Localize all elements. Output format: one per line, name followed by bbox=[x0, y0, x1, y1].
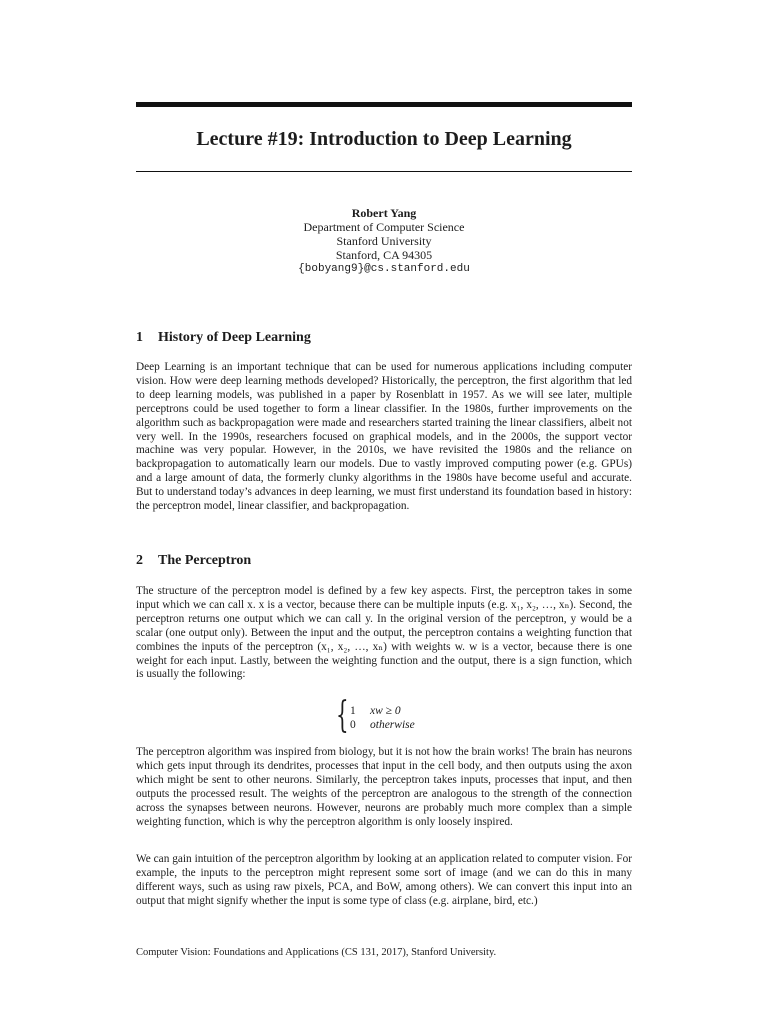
section-title: The Perceptron bbox=[158, 553, 252, 568]
equation-case-1 bbox=[350, 704, 401, 718]
section-heading-2 bbox=[136, 552, 251, 570]
equation-case-2 bbox=[350, 718, 415, 732]
page-footer: Computer Vision: Foundations and Applications (CS 131, 2017), Stanford University. bbox=[136, 947, 497, 958]
paper-title: Lecture #19: Introduction to Deep Learning bbox=[196, 128, 572, 150]
section-1-paragraph-1: Deep Learning is an important technique that can be used for numerous applications including computer vision. How were deep learning methods developed? Historically, the perceptron, the first algorithm that led to deep learning models, was published in a paper by Rosenblatt in 1957. As we will see later, multiple perceptrons could be used together to form a linear classifier. In the 1980s, further improvements on the algorithm such as backpropagation were made and researchers started training the linear classifiers, albeit not very well. In the 1990s, researchers focused on graphical models, and in the 2000s, the support vector machine was very popular. However, in the 2010s, we have revisited the 1980s and the reliance on backpropagation to automatically learn our models. Due to vastly improved computing power (e.g. GPUs) and a large amount of data, the formerly clunky algorithms in the 1980s have become useful and accurate. But to understand today’s advances in deep learning, we must first understand its foundation based in history: the perceptron model, linear classifier, and backpropagation. bbox=[136, 361, 632, 513]
sign-function-equation bbox=[336, 695, 476, 736]
section-number: 2 bbox=[136, 553, 143, 568]
section-2-paragraph-3: We can gain intuition of the perceptron algorithm by looking at an application related to computer vision. For example, the inputs to the perceptron might represent some sort of image (and we can do this in many different ways, such as using raw pixels, PCA, and BoW, among others). We can convert this input into an output that might signify whether the input is some type of class (e.g. airplane, bird, etc.) bbox=[136, 853, 632, 907]
author-name: Robert Yang bbox=[351, 206, 417, 220]
section-2-paragraph-1: The structure of the perceptron model is defined by a few key aspects. First, the perceptron takes in some input which we can call x. x is a vector, because there can be multiple inputs (e.g. x₁, x₂, …, xₙ). Second, the perceptron returns one output which we can call y. In the original version of the perceptron, y would be a scalar (one output only). Between the input and the output, the perceptron contains a weighting function that combines the inputs of the perceptron (x₁, x₂, …, xₙ) with weights w. w is a vector, because there is one weight for each input. Lastly, between the weighting function and the output, there is a sign function, which is usually the following: bbox=[136, 585, 632, 681]
section-number: 1 bbox=[136, 330, 143, 345]
section-2-paragraph-2: The perceptron algorithm was inspired from biology, but it is not how the brain works! The brain has neurons which gets input through its dendrites, processes that input in the cell body, and then outputs using the axon which might be sent to other neurons. Similarly, the perceptron takes inputs, processes that input, and then outputs the processed result. The weights of the perceptron are analogous to the strength of the connection across the synapses between neurons. However, neurons are probably much more complex than a simple weighting function, which is why the perceptron algorithm is only loosely inspired. bbox=[136, 746, 632, 828]
left-brace-icon: { bbox=[336, 695, 349, 736]
author-location: Stanford, CA 94305 bbox=[335, 248, 433, 262]
section-title: History of Deep Learning bbox=[158, 330, 311, 345]
author-university: Stanford University bbox=[336, 234, 432, 248]
section-heading-1 bbox=[136, 329, 311, 347]
case-condition: otherwise bbox=[370, 719, 415, 731]
author-department: Department of Computer Science bbox=[303, 220, 465, 234]
title-top-rule bbox=[136, 102, 632, 107]
case-value: 0 bbox=[350, 719, 356, 731]
case-value: 1 bbox=[350, 705, 356, 717]
case-condition: xw ≥ 0 bbox=[370, 705, 401, 717]
author-email: {bobyang9}@cs.stanford.edu bbox=[298, 263, 470, 275]
author-block bbox=[136, 206, 632, 276]
title-bottom-rule bbox=[136, 171, 632, 172]
